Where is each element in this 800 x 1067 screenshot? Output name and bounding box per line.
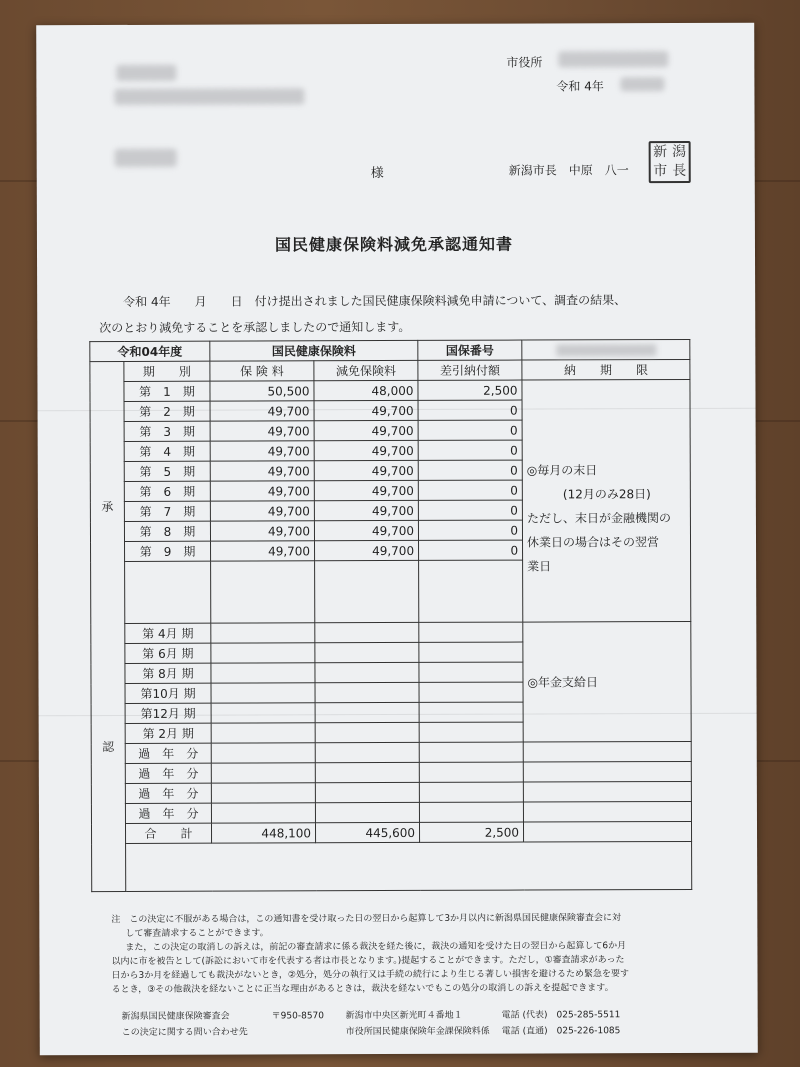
intro-line-2: 次のとおり減免することを承認しましたので通知します。 (99, 319, 411, 336)
col-header: 保 険 料 (210, 361, 314, 381)
pension-deadline: ◎年金支給日 (523, 621, 691, 742)
mayor-name: 新潟市長 中原 八一 (508, 163, 629, 178)
footer-tel-direct: 電話 (直通) 025-226-1085 (501, 1026, 621, 1037)
table-row: 第 6月 期 (91, 641, 691, 663)
fiscal-year: 令和04年度 (90, 341, 210, 361)
col-header: 期 別 (124, 361, 210, 381)
table-row: 第 2月 期 (91, 721, 691, 743)
table-row: 過 年 分 (91, 781, 691, 803)
insurance-no-value (522, 339, 690, 360)
footer-org: 新潟県国民健康保険審査会 (121, 1011, 230, 1022)
honorific: 様 (370, 166, 384, 182)
deadline-notes: ◎毎月の末日 (12月のみ28日) ただし、末日が金融機関の 休業日の場合はその翌営 業日 (522, 379, 691, 622)
table-row: 過 年 分 (91, 761, 691, 783)
table-row: 第 2 期 49,700 49,700 0 (90, 399, 690, 421)
table-row: 第 5 期 49,700 49,700 0 (90, 459, 690, 481)
table-row: 過 年 分 (91, 801, 691, 823)
footer-address: 新潟市中央区新光町４番地１ (345, 1010, 463, 1022)
col-header: 減免保険料 (314, 360, 418, 380)
table-row: 第10月 期 (91, 681, 691, 703)
table-row: 第 4 期 49,700 49,700 0 (90, 439, 690, 461)
premium-header: 国民健康保険料 (210, 340, 418, 361)
footer-contact: この決定に関する問い合わせ先 (121, 1027, 248, 1038)
table-row: 第 8月 期 (91, 661, 691, 683)
table-row: 第 1 期 50,500 48,000 2,500 ◎毎月の末日 (12月のみ28日) ただし、末日が金融機関の 休業日の場合はその翌営 業日 (90, 379, 690, 401)
redacted-office (558, 51, 668, 67)
col-header: 差引納付額 (418, 360, 522, 380)
table-row-blank (92, 841, 692, 891)
legal-notes: 注 この決定に不服がある場合は，この通知書を受け取った日の翌日から起算して3か月以内に新潟県国民健康保険審査会に対 して審査請求することができます。 また，この決定の取消しの訴えは，前記の審査請求に係る裁決を経た後に，裁決の通知を受けた日の翌日から起算して6か月 以内に市を被告として(訴訟において市を代表する者は市長となります。)提起することができます。ただし，①審査請求があった 日から3か月を経過しても裁決がないとき，②処分，処分の執行又は手続の続行により生じる著しい損害を避けるため緊急を要す るとき，③その他裁決を経ないことに正当な理由があるときは，裁決を経ないでもこの処分の取消しの訴えを提起できます。 (111, 913, 629, 995)
table-row: 第 7 期 49,700 49,700 0 (90, 499, 690, 521)
table-row: 第 6 期 49,700 49,700 0 (90, 479, 690, 501)
table-row: 過 年 分 (91, 741, 691, 763)
redacted-name (115, 149, 177, 167)
total-row: 合 計 448,100 445,600 2,500 (91, 821, 691, 843)
table-row: 第 8 期 49,700 49,700 0 (90, 519, 690, 541)
approval-side-label: 承 認 (90, 361, 126, 891)
office-label: 市役所 (506, 55, 543, 70)
footer-zip: 〒950-8570 (271, 1011, 325, 1022)
col-header: 納 期 限 (522, 359, 690, 380)
redacted-date (620, 77, 664, 91)
table-row: 第 9 期 49,700 49,700 0 (91, 539, 691, 561)
table-row: 第 4月 期 ◎年金支給日 (91, 621, 691, 643)
official-seal-stamp: 新 潟 市 長 (649, 141, 691, 183)
premium-table (89, 339, 692, 892)
redacted-address (114, 88, 304, 105)
table-row: 第 3 期 49,700 49,700 0 (90, 419, 690, 441)
footer-dept: 市役所国民健康保険年金課保険料係 (345, 1026, 490, 1038)
document-title: 国民健康保険料減免承認通知書 (274, 234, 514, 255)
footer-tel-main: 電話 (代表) 025-285-5511 (501, 1010, 621, 1021)
redacted-block (116, 65, 176, 81)
issue-date: 令和 4年 (556, 79, 604, 94)
document-paper (36, 23, 758, 1056)
insurance-no-label: 国保番号 (418, 340, 522, 360)
table-row: 第12月 期 (91, 701, 691, 723)
intro-line-1: 令和 4年 月 日 付け提出されました国民健康保険料減免申請について、調査の結果、 (123, 293, 627, 309)
